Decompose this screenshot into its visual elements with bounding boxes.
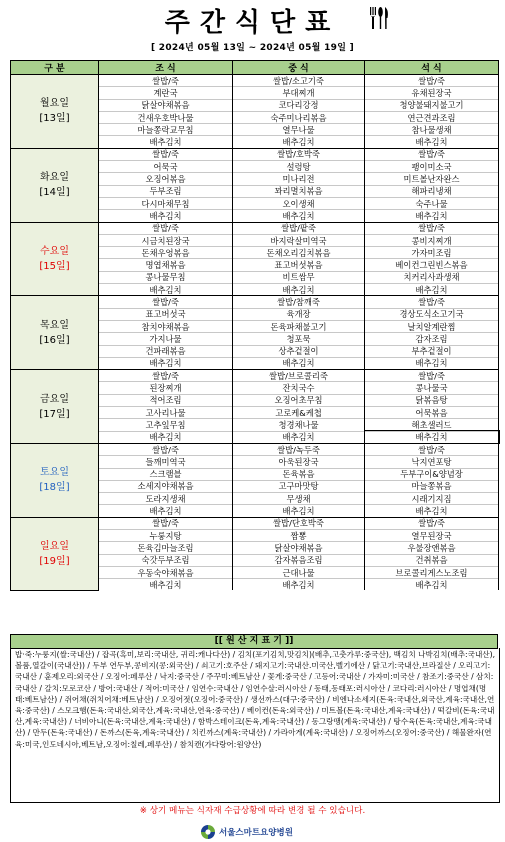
- dinner-item: 시래기지짐: [365, 493, 499, 505]
- lunch-item: 쌀밥/녹두죽: [233, 443, 365, 455]
- dinner-item: 쌀밥/죽: [365, 370, 499, 382]
- lunch-item: 배추김치: [233, 284, 365, 296]
- breakfast-item: 닭살야채볶음: [99, 99, 233, 111]
- day-name: 수요일: [40, 245, 69, 257]
- lunch-item: 무생채: [233, 493, 365, 505]
- lunch-item: 근대나물: [233, 566, 365, 578]
- dinner-item: 감자조림: [365, 333, 499, 345]
- day-date: [15일]: [39, 260, 70, 272]
- breakfast-item: 쌀밥/죽: [99, 517, 233, 529]
- dinner-item: 부추겉절이: [365, 345, 499, 357]
- dinner-item: 경상도식소고기국: [365, 308, 499, 320]
- day-label-cell: [11, 517, 99, 590]
- dinner-item: 배추김치: [365, 136, 499, 148]
- lunch-item: 아욱된장국: [233, 456, 365, 468]
- dinner-item: 두부구이&양념장: [365, 468, 499, 480]
- lunch-item: 쌀밥/소고기죽: [233, 75, 365, 87]
- breakfast-item: 돈채우엉볶음: [99, 247, 233, 259]
- dinner-item: 우불장앤볶음: [365, 542, 499, 554]
- dinner-item: 연근견과조림: [365, 111, 499, 123]
- table-row: [11, 222, 499, 234]
- breakfast-item: 오징어볶음: [99, 173, 233, 185]
- breakfast-item: 가지나물: [99, 333, 233, 345]
- breakfast-item: 배추김치: [99, 284, 233, 296]
- table-row: [11, 517, 499, 529]
- dinner-item: 어묵볶음: [365, 407, 499, 419]
- breakfast-item: 시금치된장국: [99, 234, 233, 246]
- lunch-item: 닭살야채볶음: [233, 542, 365, 554]
- title-area: [0, 0, 505, 36]
- lunch-item: 쌀밥/단호박죽: [233, 517, 365, 529]
- lunch-item: 감자볶음조림: [233, 554, 365, 566]
- table-row: [11, 75, 499, 87]
- day-date: [17일]: [39, 408, 70, 420]
- breakfast-item: 배추김치: [99, 136, 233, 148]
- table-row: [11, 296, 499, 308]
- lunch-item: 숙주미나리볶음: [233, 111, 365, 123]
- lunch-item: 설렁탕: [233, 161, 365, 173]
- day-date: [19일]: [39, 555, 70, 567]
- hospital-logo-icon: [200, 824, 216, 840]
- dinner-item: 닭볶음탕: [365, 394, 499, 406]
- lunch-item: 배추김치: [233, 505, 365, 517]
- lunch-item: 미나리전: [233, 173, 365, 185]
- lunch-item: 오이생채: [233, 197, 365, 209]
- dinner-item: 가자미조림: [365, 247, 499, 259]
- breakfast-item: 참치야채볶음: [99, 320, 233, 332]
- lunch-item: 쌀밥/팥죽: [233, 222, 365, 234]
- breakfast-item: 건새우호박나물: [99, 111, 233, 123]
- day-name: 토요일: [40, 467, 69, 479]
- breakfast-item: 고추잎무침: [99, 419, 233, 431]
- table-row: [11, 370, 499, 382]
- dinner-item: 쌀밥/죽: [365, 296, 499, 308]
- dinner-item: 열무된장국: [365, 529, 499, 541]
- dinner-item: 쌀밥/죽: [365, 148, 499, 160]
- lunch-item: 오징어초무침: [233, 394, 365, 406]
- dinner-item: 콩비지찌개: [365, 234, 499, 246]
- day-label-cell: [11, 222, 99, 296]
- dinner-item: 마늘쫑볶음: [365, 480, 499, 492]
- breakfast-item: 적어조림: [99, 394, 233, 406]
- dinner-item: 낙지연포탕: [365, 456, 499, 468]
- page-title: 주간식단표: [164, 8, 341, 38]
- breakfast-item: 배추김치: [99, 431, 233, 443]
- day-name: 목요일: [40, 319, 69, 331]
- cutlery-icon: [368, 6, 390, 30]
- table-row: [11, 443, 499, 455]
- date-range: [ 2024년 05월 13일 ~ 2024년 05월 19일 ]: [150, 43, 355, 53]
- lunch-item: 청포묵: [233, 333, 365, 345]
- breakfast-item: 다시마채무침: [99, 197, 233, 209]
- dinner-item: 숙주나물: [365, 197, 499, 209]
- breakfast-item: 명엽채볶음: [99, 259, 233, 271]
- lunch-item: 쌀밥/호박죽: [233, 148, 365, 160]
- dinner-item: 미트볼난자완스: [365, 173, 499, 185]
- breakfast-item: 쌀밥/죽: [99, 148, 233, 160]
- lunch-item: 표고버섯볶음: [233, 259, 365, 271]
- lunch-item: 배추김치: [233, 357, 365, 369]
- dinner-item: 유채된장국: [365, 87, 499, 99]
- dinner-item: 건취볶음: [365, 554, 499, 566]
- day-date: [16일]: [39, 334, 70, 346]
- day-date: [18일]: [39, 482, 70, 494]
- breakfast-item: 돈육김마늘조림: [99, 542, 233, 554]
- lunch-item: 고로케&케첩: [233, 407, 365, 419]
- breakfast-item: 쌀밥/죽: [99, 443, 233, 455]
- breakfast-item: 콩나물무침: [99, 271, 233, 283]
- header-breakfast: 조 식: [99, 61, 233, 75]
- lunch-item: 돈육볶음: [233, 468, 365, 480]
- table-header-row: [11, 61, 499, 75]
- header-category: 구 분: [11, 61, 99, 75]
- dinner-item: 배추김치: [365, 284, 499, 296]
- lunch-item: 배추김치: [233, 136, 365, 148]
- day-date: [13일]: [39, 113, 70, 125]
- day-name: 일요일: [40, 540, 69, 552]
- lunch-item: 고구마맛탕: [233, 480, 365, 492]
- day-label-cell: [11, 443, 99, 517]
- dinner-item: 배추김치: [365, 210, 499, 222]
- dinner-item: 쌀밥/죽: [365, 517, 499, 529]
- lunch-item: 꽈리멸치볶음: [233, 185, 365, 197]
- day-label-cell: [11, 296, 99, 370]
- dinner-item: 브로콜리게스노조림: [365, 566, 499, 578]
- lunch-item: 비트쌈무: [233, 271, 365, 283]
- day-name: 금요일: [40, 393, 69, 405]
- dinner-item: 베이컨그린빈스볶음: [365, 259, 499, 271]
- breakfast-item: 쌀밥/죽: [99, 222, 233, 234]
- dinner-item: 청양불돼지불고기: [365, 99, 499, 111]
- menu-body: [11, 75, 499, 591]
- logo: [200, 824, 293, 840]
- origin-text: 밥·죽:누룽지(쌀:국내산) / 잡곡(흑미,보리:국내산, 귀리:캐나다산) / 김치(포기김치,맛김치)(배추,고춧가루:중국산), 백김치 나박김치(배추:국내산), 볼품,열갈이(국내산)) / 두부 연두부,콩비지(콩:외국산) / 쇠고기:호주산 / 돼지고기:국내산.미국산,벨기에산 / 닭고기:국내산,브라질산 / 오리고기:국내산 / 훈제오리:외국산 / 오징어:페루산 / 낙지:중국산 / 주꾸미:베트남산 / 꽃게:중국산 / 고등어:국내산 / 가자미:미국산 / 참조기:중국산 / 삼치:국내산 / 갈치:모로코산 / 방어:국내산 / 적어:미국산 / 임연수:국내산 / 임연수살:러시아산 / 동태,동태포:러시아산 / 코다리:러시아산 / 명엽채(명태:베트남산) / 쥐어채(쥐치어채:베트남산) / 오징어젓(오징어:중국산) / 생선까스(대구:중국산) / 비엔나소세지(돈육:국내산,외국산,계육:국내산,연육:중국산) / 스모크햄(돈육:국내산,외국산,계육:국내산,연육:중국산) / 베이컨(돈육:외국산) / 미트볼(돈육:국내산,계육:국내산) / 떡갈비(돈육:국내산,계육:국내산) / 너비아니(돈육:국내산,계육:국내산) / 함박스테이크(돈육,계육:국내산) / 동그랑땡(계육:국내산) / 탕수육(돈육:국내산,계육:국내산) / 만두(돈육:국내산) / 돈까스(돈육,계육:국내산) / 치킨까스(계육:국내산) / 가라아게(계육:국내산) / 오징어까스(오징어:중국산) / 해물완자(연육:미국,인도네시아,베트남,오징어:칠레,페루산) / 참치캔(가다랑어:원양산): [10, 648, 500, 803]
- day-name: 월요일: [40, 98, 69, 110]
- lunch-item: 배추김치: [233, 579, 365, 591]
- day-label-cell: [11, 148, 99, 222]
- lunch-item: 열무나물: [233, 124, 365, 136]
- dinner-item: 해파리냉채: [365, 185, 499, 197]
- day-label-cell: [11, 75, 99, 149]
- dinner-item: 팽이미소국: [365, 161, 499, 173]
- dinner-item: 콩나물국: [365, 382, 499, 394]
- lunch-item: 청경채나물: [233, 419, 365, 431]
- breakfast-item: 쌀밥/죽: [99, 296, 233, 308]
- table-row: [11, 148, 499, 160]
- breakfast-item: 배추김치: [99, 579, 233, 591]
- breakfast-item: 소세지야채볶음: [99, 480, 233, 492]
- lunch-item: 육개장: [233, 308, 365, 320]
- lunch-item: 잔치국수: [233, 382, 365, 394]
- lunch-item: 쌀밥/브로콜리죽: [233, 370, 365, 382]
- dinner-item: 배추김치: [365, 505, 499, 517]
- lunch-item: 배추김치: [233, 431, 365, 443]
- dinner-item: 참나물생채: [365, 124, 499, 136]
- dinner-item: 배추김치: [365, 357, 499, 369]
- dinner-item: 쌀밥/죽: [365, 222, 499, 234]
- lunch-item: 쌀밥/참깨죽: [233, 296, 365, 308]
- breakfast-item: 쌀밥/죽: [99, 370, 233, 382]
- dinner-item: 해초샐러드: [365, 419, 499, 431]
- dinner-item: 날치알계란찜: [365, 320, 499, 332]
- header-lunch: 중 식: [233, 61, 365, 75]
- lunch-item: 코다리강정: [233, 99, 365, 111]
- breakfast-item: 스크램블: [99, 468, 233, 480]
- breakfast-item: 배추김치: [99, 210, 233, 222]
- lunch-item: 배추김치: [233, 210, 365, 222]
- menu-table: [10, 60, 499, 591]
- origin-title: [[ 원 산 지 표 기 ]]: [10, 634, 498, 649]
- day-label-cell: [11, 370, 99, 444]
- breakfast-item: 배추김치: [99, 357, 233, 369]
- breakfast-item: 숙갓두부조림: [99, 554, 233, 566]
- dinner-item: 쌀밥/죽: [365, 443, 499, 455]
- breakfast-item: 누룽지탕: [99, 529, 233, 541]
- day-date: [14일]: [39, 187, 70, 199]
- lunch-item: 짬뽕: [233, 529, 365, 541]
- breakfast-item: 건파래볶음: [99, 345, 233, 357]
- breakfast-item: 고사리나물: [99, 407, 233, 419]
- lunch-item: 상추겉절이: [233, 345, 365, 357]
- header-dinner: 석 식: [365, 61, 499, 75]
- lunch-item: 돈채오리김치볶음: [233, 247, 365, 259]
- breakfast-item: 우동숙야채볶음: [99, 566, 233, 578]
- lunch-item: 바지락살미역국: [233, 234, 365, 246]
- dinner-item: 배추김치: [365, 579, 499, 591]
- dinner-item: 치커리사과생채: [365, 271, 499, 283]
- breakfast-item: 쌀밥/죽: [99, 75, 233, 87]
- notice-text: ※ 상기 메뉴는 식자재 수급상황에 따라 변경 될 수 있습니다.: [139, 806, 366, 816]
- logo-brand: 서울스마트요양병원: [219, 828, 293, 838]
- breakfast-item: 표고버섯국: [99, 308, 233, 320]
- dinner-item: 쌀밥/죽: [365, 75, 499, 87]
- dinner-item: 배추김치: [365, 431, 499, 443]
- breakfast-item: 들깨미역국: [99, 456, 233, 468]
- breakfast-item: 마늘쫑락교무침: [99, 124, 233, 136]
- day-name: 화요일: [40, 172, 69, 184]
- breakfast-item: 계란국: [99, 87, 233, 99]
- breakfast-item: 배추김치: [99, 505, 233, 517]
- breakfast-item: 된장찌개: [99, 382, 233, 394]
- breakfast-item: 어묵국: [99, 161, 233, 173]
- breakfast-item: 두부조림: [99, 185, 233, 197]
- breakfast-item: 도라지생채: [99, 493, 233, 505]
- lunch-item: 부대찌개: [233, 87, 365, 99]
- lunch-item: 돈육파채불고기: [233, 320, 365, 332]
